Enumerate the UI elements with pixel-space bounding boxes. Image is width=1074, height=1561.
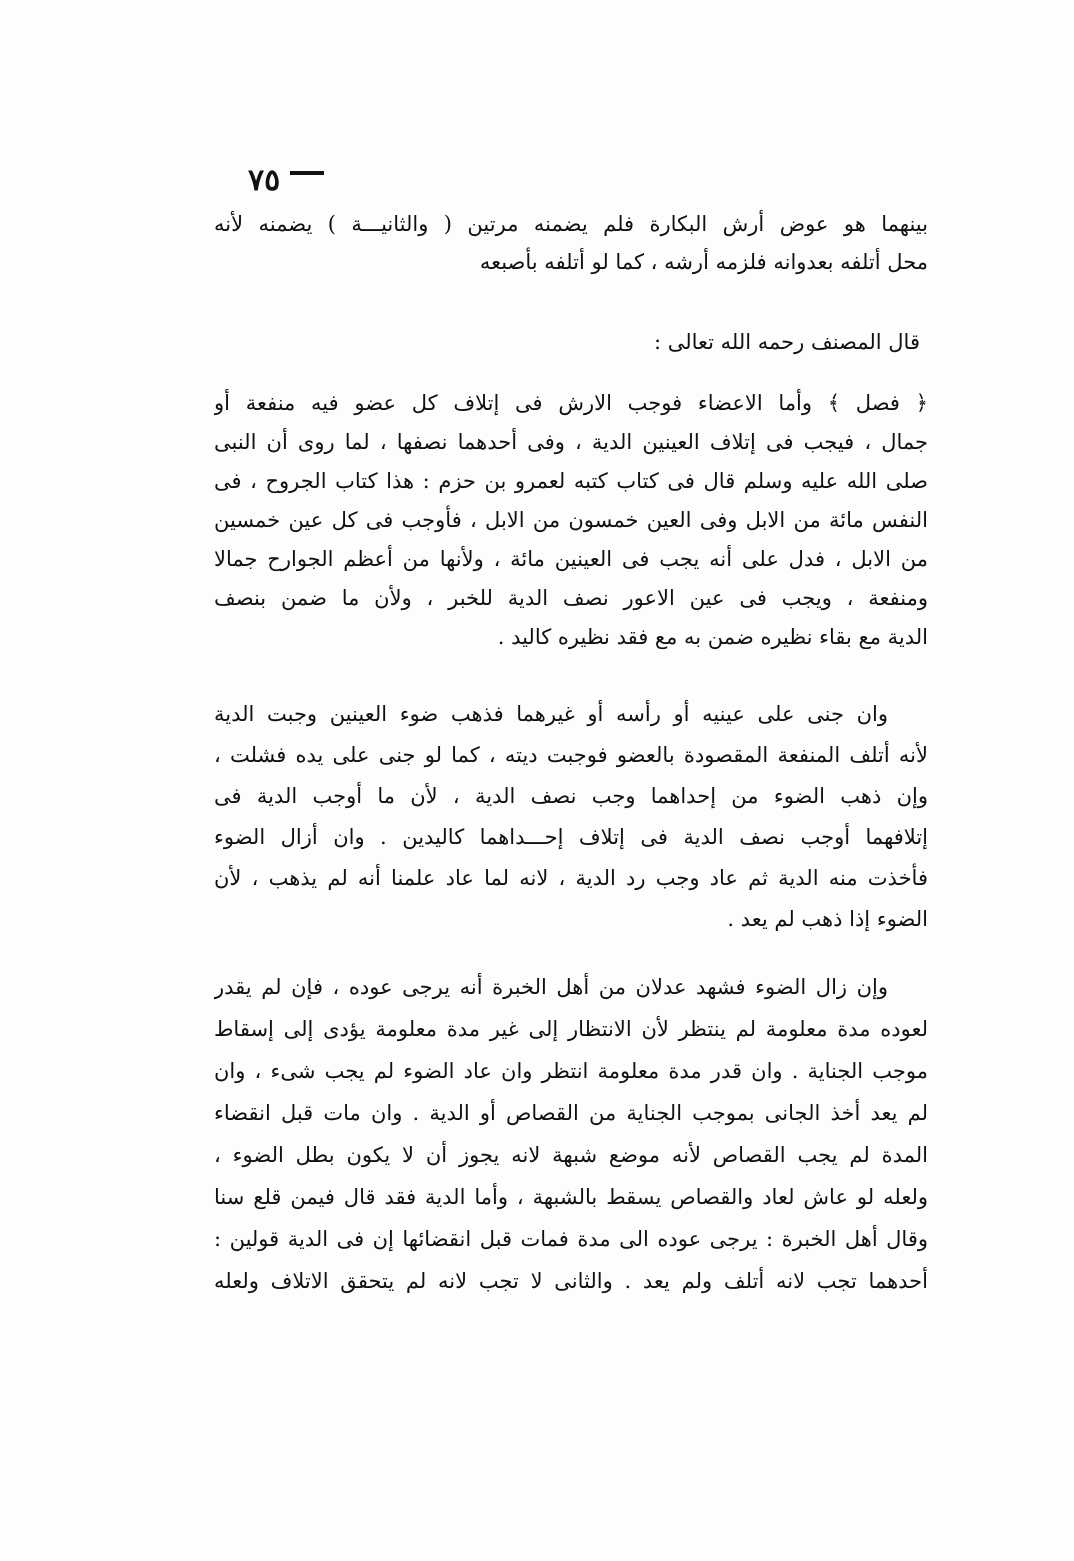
text-line: أحدهما تجب لانه أتلف ولم يعد . والثانى لا تجب لانه لم يتحقق الاتلاف ولعله: [214, 1269, 928, 1293]
text-line: بينهما هو عوض أرش البكارة فلم يضمنه مرتين ( والثانيـــة ) يضمنه لأنه: [214, 212, 928, 236]
text-line: الدية مع بقاء نظيره ضمن به مع فقد نظيره كاليد .: [497, 625, 928, 649]
author-line: قال المصنف رحمه الله تعالى :: [653, 330, 920, 354]
text-line: النفس مائة من الابل وفى العين خمسون من الابل ، فأوجب فى كل عين خمسين: [214, 508, 928, 532]
continuation-text: [214, 205, 928, 281]
paragraph-2: [214, 694, 928, 940]
text-line: من الابل ، فدل على أنه يجب فى العينين مائة ، ولأنها من أعظم الجوارح جمالا: [214, 547, 928, 571]
text-line: محل أتلفه بعدوانه فلزمه أرشه ، كما لو أتلفه بأصبعه: [479, 250, 928, 274]
text-line: صلى الله عليه وسلم قال فى كتاب كتبه لعمرو بن حزم : هذا كتاب الجروح ، فى: [214, 469, 928, 493]
text-line: وإن ذهب الضوء من إحداهما وجب نصف الدية ، لأن ما أوجب الدية فى: [214, 784, 928, 808]
text-line: لأنه أتلف المنفعة المقصودة بالعضو فوجبت ديته ، كما لو جنى على يده فشلت ،: [214, 743, 928, 767]
paragraph-3: [214, 966, 928, 1302]
text-line: لعوده مدة معلومة لم ينتظر لأن الانتظار إلى غير مدة معلومة يؤدى إلى إسقاط: [214, 1017, 928, 1041]
page-header: [248, 160, 324, 200]
text-line: ولعله لو عاش لعاد والقصاص يسقط بالشبهة ، وأما الدية فقد قال فيمن قلع سنا: [214, 1185, 928, 1209]
text-line: لم يعد أخذ الجانى بموجب الجناية من القصاص أو الدية . وان مات قبل انقضاء: [214, 1101, 928, 1125]
text-line: جمال ، فيجب فى إتلاف العينين الدية ، وفى أحدهما نصفها ، لما روى أن النبى: [214, 430, 928, 454]
text-line: ﴿ فصل ﴾ وأما الاعضاء فوجب الارش فى إتلاف كل عضو فيه منفعة أو: [214, 391, 928, 415]
text-line: الضوء إذا ذهب لم يعد .: [727, 907, 928, 931]
page-number: ٧٥: [248, 162, 281, 198]
text-line: المدة لم يجب القصاص لأنه موضع شبهة لانه يجوز أن لا يكون بطل الضوء ،: [214, 1143, 928, 1167]
text-line: فأخذت منه الدية ثم عاد وجب رد الدية ، لانه لما عاد علمنا أنه لم يذهب ، لأن: [214, 866, 928, 890]
text-line: وإن زال الضوء فشهد عدلان من أهل الخبرة أنه يرجى عوده ، فإن لم يقدر: [214, 975, 888, 999]
text-line: ومنفعة ، ويجب فى عين الاعور نصف الدية للخبر ، ولأن ما ضمن بنصف: [214, 586, 928, 610]
text-line: وقال أهل الخبرة : يرجى عوده الى مدة فمات قبل انقضائها إن فى الدية قولين :: [214, 1227, 928, 1251]
text-line: إتلافهما أوجب نصف الدية فى إتلاف إحـــداهما كاليدين . وان أزال الضوء: [214, 825, 928, 849]
text-line: وان جنى على عينيه أو رأسه أو غيرهما فذهب ضوء العينين وجبت الدية: [214, 702, 888, 726]
header-dash: [290, 171, 324, 175]
paragraph-1: [214, 384, 928, 657]
text-line: موجب الجناية . وان قدر مدة معلومة انتظر وان عاد الضوء لم يجب شىء ، وان: [214, 1059, 928, 1083]
